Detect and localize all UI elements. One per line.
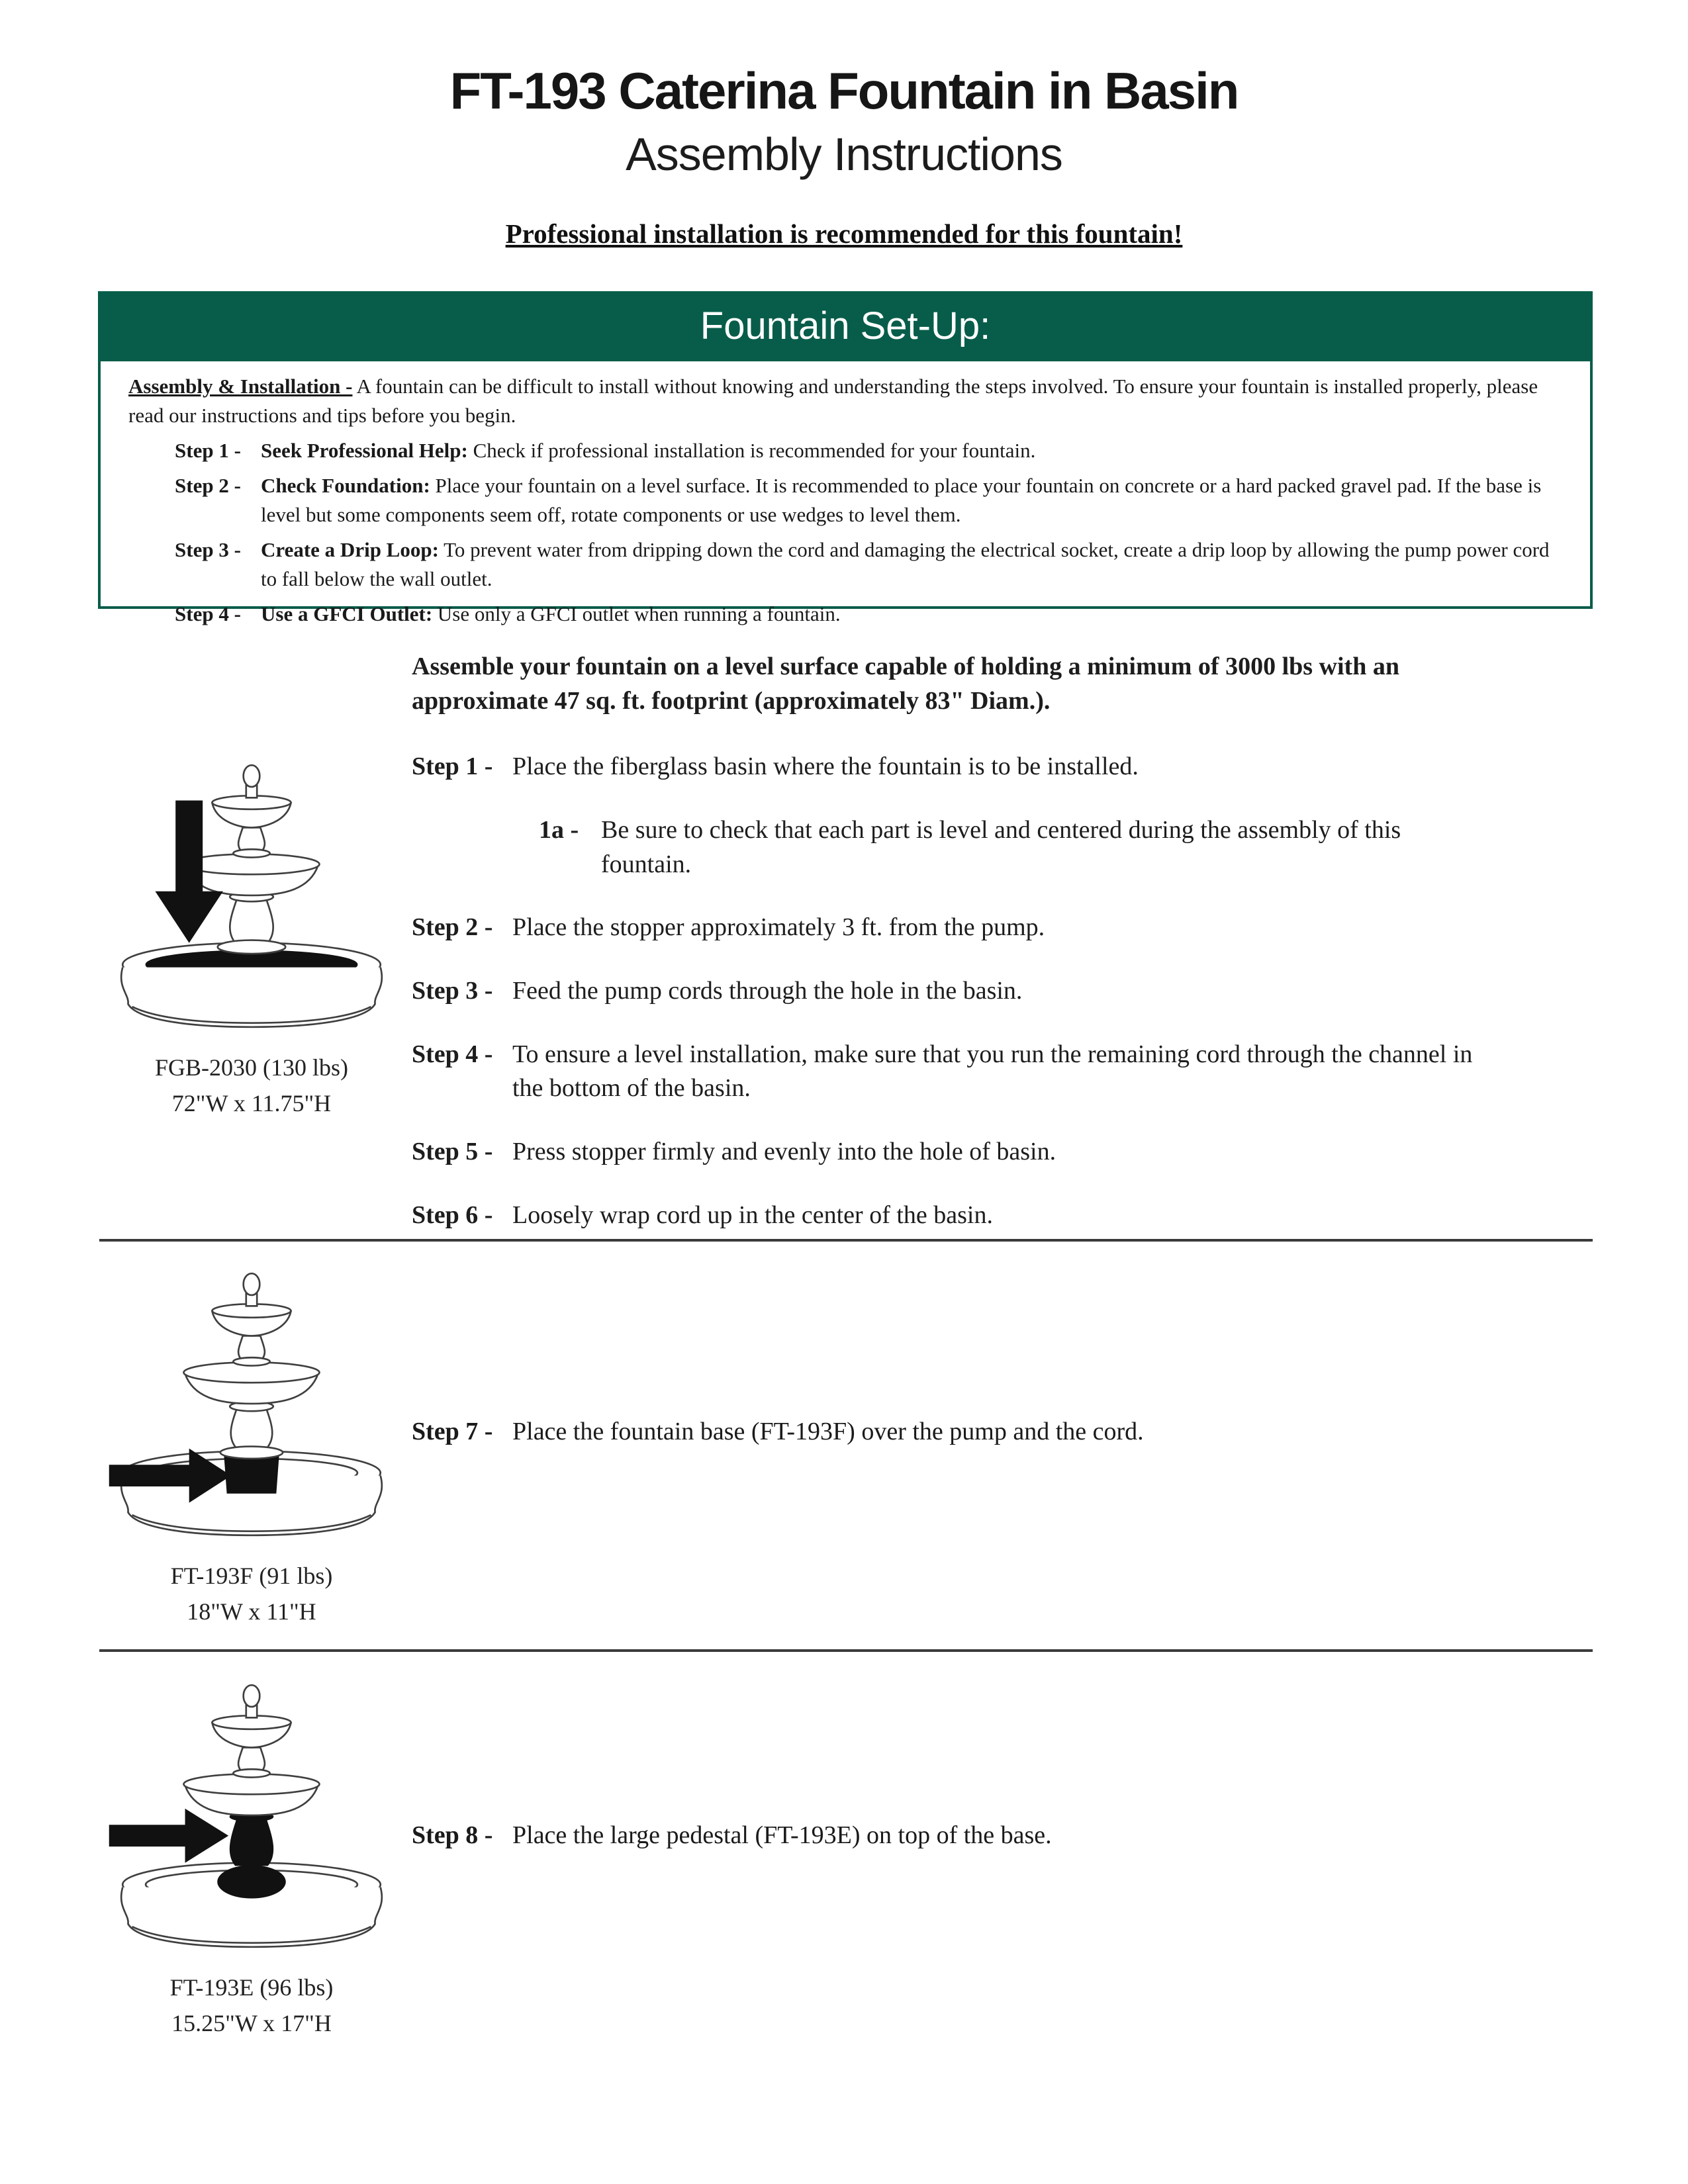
figure-2-caption (86, 1558, 417, 1629)
assembly-step-5 (412, 1135, 1497, 1169)
right-arrow-icon (109, 1809, 228, 1863)
setup-step-2-lead: Check Foundation: (261, 474, 430, 498)
assembly-step-1-label: Step 1 - (412, 752, 493, 781)
setup-step-4-lead: Use a GFCI Outlet: (261, 602, 433, 626)
setup-step-4-label: Step 4 - (175, 602, 241, 626)
setup-step-1-text: Check if professional installation is recommended for your fountain. (473, 439, 1036, 463)
professional-install-notice: Professional installation is recommended for this fountain! (505, 218, 1183, 249)
figure-1-caption (86, 1050, 417, 1121)
assembly-step-1-text: Place the fiberglass basin where the fountain is to be installed. (512, 752, 1139, 781)
assembly-step-4-label: Step 4 - (412, 1040, 493, 1068)
assembly-surface-note: Assemble your fountain on a level surface capable of holding a minimum of 3000 lbs with an approximate 47 sq. ft. footprint (approximately 83" Diam.). (412, 653, 1399, 715)
assembly-step-2-label: Step 2 - (412, 913, 493, 942)
assembly-step-5-label: Step 5 - (412, 1138, 493, 1166)
highlighted-base-part (224, 1457, 279, 1493)
assembly-step-7-text: Place the fountain base (FT-193F) over the pump and the cord. (512, 1418, 1144, 1445)
setup-step-3-text: To prevent water from dripping down the cord and damaging the electrical socket, create a drip loop by allowing the pump power cord to fall below the wall outlet. (261, 538, 1550, 591)
setup-step-3-label: Step 3 - (175, 538, 241, 562)
assembly-step-2 (412, 911, 1497, 945)
setup-step-2-text: Place your fountain on a level surface. It is recommended to place your fountain on concrete or a hard packed gravel pad. If the base is level but some components seem off, rotate components or use wedges to level them. (261, 474, 1542, 527)
highlighted-pedestal-part (230, 1815, 273, 1866)
assembly-step-7 (412, 1415, 1497, 1449)
assembly-step-6-label: Step 6 - (412, 1201, 493, 1229)
figure-base-ft193f (86, 1269, 417, 1629)
figure-basin-fgb2030 (86, 761, 417, 1121)
fountain-pedestal-illustration (96, 1681, 407, 1952)
page-title: FT-193 Caterina Fountain in Basin (449, 62, 1239, 120)
assembly-step-8-label: Step 8 - (412, 1821, 493, 1849)
figure-3-dimensions: 15.25"W x 17"H (171, 2010, 332, 2036)
assembly-step-1a-label: 1a - (539, 816, 579, 844)
figure-3-part-number: FT-193E (96 lbs) (169, 1974, 334, 2001)
figure-1-part-number: FGB-2030 (130 lbs) (154, 1054, 348, 1081)
figure-3-caption (86, 1970, 417, 2041)
setup-intro (128, 372, 1562, 430)
assembly-step-4 (412, 1038, 1497, 1106)
figure-2-part-number: FT-193F (91 lbs) (170, 1563, 333, 1589)
setup-box (98, 361, 1593, 626)
assembly-step-6 (412, 1199, 1497, 1233)
assembly-step-6-text: Loosely wrap cord up in the center of the basin. (512, 1201, 993, 1229)
assembly-step-3-label: Step 3 - (412, 977, 493, 1005)
figure-1-dimensions: 72"W x 11.75"H (171, 1090, 332, 1116)
setup-step-4 (128, 600, 1562, 629)
setup-steps (128, 436, 1562, 629)
figure-pedestal-ft193e (86, 1681, 417, 2041)
assembly-step-3 (412, 974, 1497, 1009)
setup-step-2-label: Step 2 - (175, 474, 241, 498)
fountain-base-illustration (96, 1269, 407, 1541)
setup-section-header: Fountain Set-Up: (98, 291, 1593, 361)
assembly-step-7-label: Step 7 - (412, 1418, 493, 1445)
assembly-step-8 (412, 1819, 1497, 1853)
page-subtitle: Assembly Instructions (626, 128, 1062, 180)
assembly-step-1a-text: Be sure to check that each part is level and centered during the assembly of this fountain. (601, 816, 1401, 878)
setup-step-2 (128, 471, 1562, 529)
assembly-step-8-text: Place the large pedestal (FT-193E) on top of the base. (512, 1821, 1052, 1849)
setup-step-3 (128, 535, 1562, 594)
section-divider (99, 1239, 1593, 1242)
setup-step-4-text: Use only a GFCI outlet when running a fountain. (437, 602, 841, 626)
assembly-step-5-text: Press stopper firmly and evenly into the hole of basin. (512, 1138, 1056, 1166)
section-divider (99, 1649, 1593, 1652)
title-block (0, 61, 1688, 250)
setup-step-1 (128, 436, 1562, 465)
figure-2-dimensions: 18"W x 11"H (187, 1598, 316, 1625)
setup-step-1-label: Step 1 - (175, 439, 241, 463)
assembly-instructions (412, 650, 1497, 1261)
setup-step-3-lead: Create a Drip Loop: (261, 538, 439, 562)
assembly-step-3-text: Feed the pump cords through the hole in the basin. (512, 977, 1023, 1005)
setup-intro-lead: Assembly & Installation - (128, 375, 353, 398)
setup-intro-text: A fountain can be difficult to install without knowing and understanding the steps involved. To ensure your fountain is installed properly, please read our instructions and tips before you begin. (128, 375, 1538, 428)
assembly-step-4-text: To ensure a level installation, make sure that you run the remaining cord through the channel in the bottom of the basin. (512, 1040, 1473, 1103)
setup-step-1-lead: Seek Professional Help: (261, 439, 468, 463)
assembly-step-2-text: Place the stopper approximately 3 ft. from the pump. (512, 913, 1045, 942)
fountain-basin-illustration (96, 761, 407, 1032)
assembly-step-1a (539, 813, 1466, 882)
assembly-step-1 (412, 750, 1497, 784)
